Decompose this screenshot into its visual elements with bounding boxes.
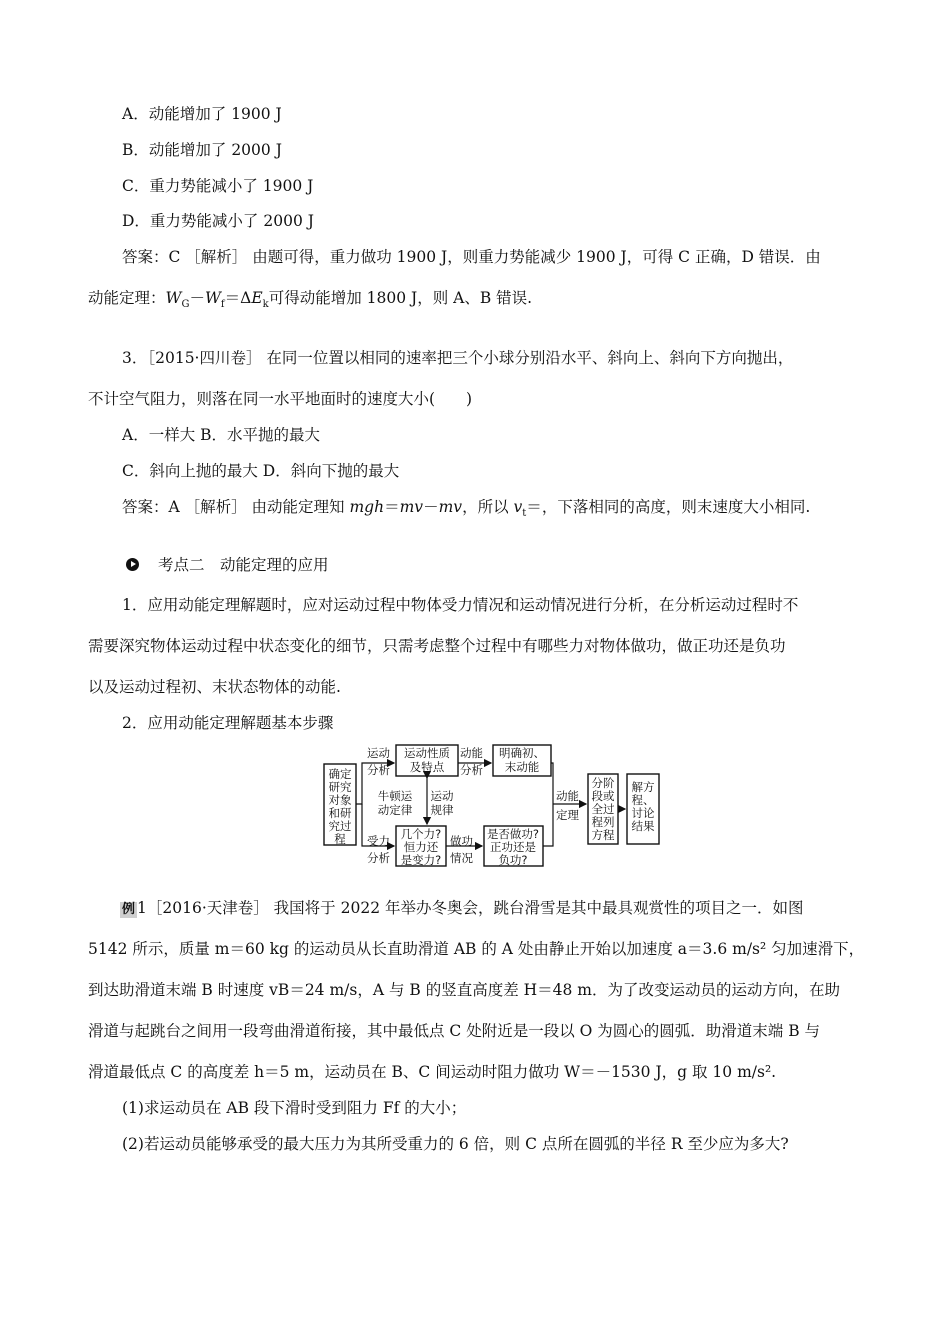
flow-ke-label-0: 动能 (460, 746, 483, 760)
flow-stage-3: 程列 (591, 815, 615, 829)
example-question2: (2)若运动员能够承受的最大压力为其所受重力的 6 倍，则 C 点所在圆弧的半径 R 至少应为多大? (122, 1135, 789, 1153)
option-d: D．重力势能减小了 2000 J (122, 212, 314, 230)
para1-line3: 以及运动过程初、末状态物体的动能. (88, 678, 341, 696)
flow-force-label-1: 分析 (367, 851, 390, 865)
flow-force-box-0: 几个力? (400, 827, 442, 841)
answer1-line2-tail: 可得动能增加 1800 J，则 A、B 错误. (268, 289, 533, 307)
option-a: A．动能增加了 1900 J (122, 105, 282, 123)
flow-theorem-0: 动能 (556, 789, 579, 803)
flow-motion-box-0: 运动性质 (404, 746, 450, 760)
flow-law-0: 运动 (430, 789, 454, 803)
flow-motion-label-1: 分析 (367, 763, 390, 777)
flow-solve-1: 程、 (631, 793, 655, 807)
flow-motion-label-0: 运动 (367, 746, 390, 760)
q3-options-cd: C．斜向上抛的最大 D．斜向下抛的最大 (122, 462, 400, 480)
example-line1-text: 1［2016·天津卷］ 我国将于 2022 年举办冬奥会，跳台滑雪是其中最具观赏性的项目之一．如图 (137, 899, 804, 917)
flow-start-text-2: 对象 (328, 793, 352, 807)
example-line4: 滑道与起跳台之间用一段弯曲滑道衔接，其中最低点 C 处附近是一段以 O 为圆心的圆弧．助滑道末端 B 与 (88, 1022, 821, 1040)
flow-start-text-4: 究过 (328, 819, 352, 833)
flow-stage-2: 全过 (591, 802, 615, 816)
flow-solve-0: 解方 (631, 780, 655, 794)
para1-line2: 需要深究物体运动过程中状态变化的细节，只需考虑整个过程中有哪些力对物体做功，做正功还是负功 (88, 637, 786, 655)
flow-stage-1: 段或 (591, 789, 615, 803)
flow-law-1: 规律 (430, 803, 454, 817)
q3-options-ab: A．一样大 B．水平抛的最大 (122, 426, 321, 444)
flow-start-text-1: 研究 (328, 780, 352, 794)
q3-answer: 答案：A ［解析］ 由动能定理知 mgh＝mv－mv，所以 $v_t=$，下落相同的高度，则末速度大小相同. (122, 498, 811, 520)
flow-ke-label-1: 分析 (460, 763, 483, 777)
example-icon: 例 (122, 902, 136, 917)
q3-line2: 不计空气阻力，则落在同一水平地面时的速度大小( ) (88, 390, 473, 408)
option-c: C．重力势能减小了 1900 J (122, 177, 314, 195)
answer1-line2-pre: 动能定理： (88, 289, 166, 307)
flow-newton-1: 动定律 (377, 803, 413, 817)
answer1-line1: 答案：C ［解析］ 由题可得，重力做功 1900 J，则重力势能减少 1900 J，可得 C 正确，D 错误．由 (122, 248, 821, 266)
flow-theorem-1: 定理 (556, 808, 579, 822)
flow-work-label-1: 情况 (450, 851, 473, 865)
example-line3: 到达助滑道末端 B 时速度 vB＝24 m/s，A 与 B 的竖直高度差 H＝48 m．为了改变运动员的运动方向，在助 (88, 981, 841, 999)
flow-start-text-0: 确定 (328, 767, 352, 781)
answer1-line2-post: ＝Δ (224, 289, 252, 307)
flow-work-label-0: 做功 (450, 834, 473, 848)
q3-line1: 3．［2015·四川卷］ 在同一位置以相同的速率把三个小球分别沿水平、斜向上、斜向下方向抛出， (122, 349, 794, 367)
para1-line1: 1．应用动能定理解题时，应对运动过程中物体受力情况和运动情况进行分析，在分析运动过程时不 (122, 596, 799, 614)
q3-answer-post: ，下落相同的高度，则末速度大小相同. (541, 498, 811, 516)
option-b: B．动能增加了 2000 J (122, 141, 282, 159)
flow-force-label-0: 受力 (367, 834, 390, 848)
example-line5: 滑道最低点 C 的高度差 h＝5 m，运动员在 B、C 间运动时阻力做功 W＝－1530 J，g 取 10 m/s². (88, 1063, 777, 1081)
flow-stage-0: 分阶 (591, 776, 615, 790)
section-title: 考点二 动能定理的应用 (157, 556, 329, 574)
q3-answer-pre: 答案：A ［解析］ 由动能定理知 (122, 498, 350, 516)
answer1-line2: 动能定理：$W_G-W_f=\Delta E_k$可得动能增加 1800 J，则 A、B 错误. (88, 289, 533, 311)
example-question1: (1)求运动员在 AB 段下滑时受到阻力 Ff 的大小； (122, 1099, 467, 1117)
flow-solve-2: 讨论 (631, 806, 655, 820)
flow-stage-4: 方程 (591, 828, 615, 842)
flow-start-text-5: 程 (334, 832, 346, 846)
flow-work-box-2: 负功? (498, 853, 528, 867)
example-line2: 5142 所示，质量 m＝60 kg 的运动员从长直助滑道 AB 的 A 处由静止开始以加速度 a＝3.6 m/s² 匀加速滑下， (88, 940, 865, 958)
flow-work-box-1: 正功还是 (490, 840, 536, 854)
flow-newton-0: 牛顿运 (377, 789, 413, 803)
example-line1 (120, 898, 803, 918)
flow-start-text-3: 和研 (328, 806, 352, 820)
flow-work-box-0: 是否做功? (486, 827, 540, 841)
flow-force-box-2: 是变力? (400, 853, 442, 867)
flow-ke-box-1: 末动能 (504, 760, 540, 774)
flow-force-box-1: 恒力还 (403, 840, 439, 854)
flow-solve-3: 结果 (631, 819, 655, 833)
flow-motion-box-1: 及特点 (409, 760, 445, 774)
para2: 2．应用动能定理解题基本步骤 (122, 714, 334, 732)
flow-ke-box-0: 明确初、 (499, 746, 545, 760)
